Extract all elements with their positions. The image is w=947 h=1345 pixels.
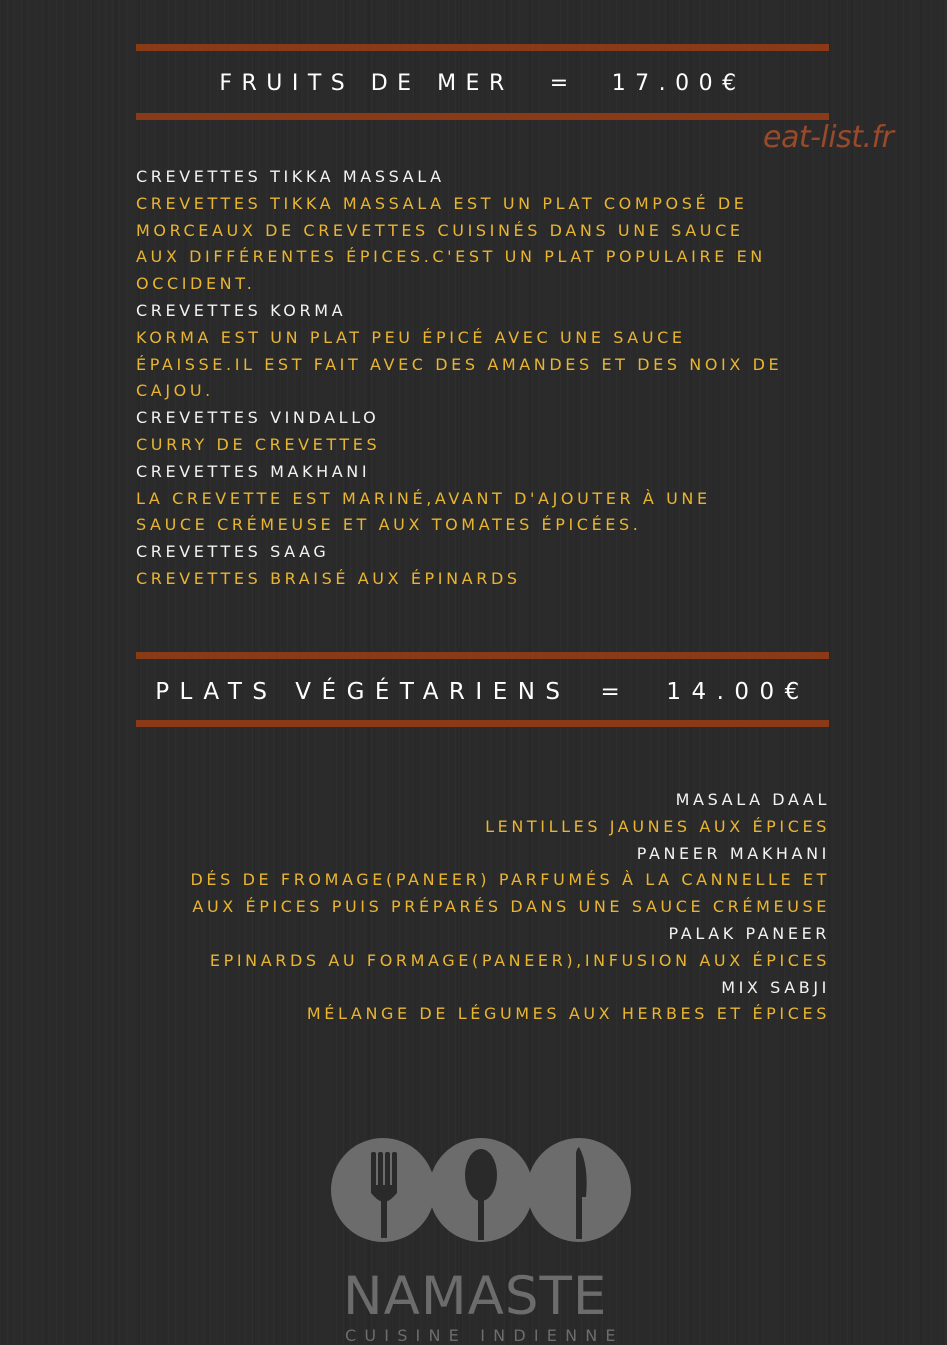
section-separator: = — [549, 70, 578, 96]
fork-icon — [331, 1138, 435, 1242]
menu-item-description: AUX ÉPICES PUIS PRÉPARÉS DANS UNE SAUCE CRÉMEUSE — [192, 897, 830, 917]
section-title: FRUITS DE MER — [219, 70, 514, 96]
section-rule-bottom — [136, 720, 829, 727]
menu-item-name: CREVETTES MAKHANI — [136, 461, 371, 481]
menu-item-name: PALAK PANEER — [668, 923, 830, 943]
menu-item-name: CREVETTES KORMA — [136, 300, 347, 320]
menu-list-fruits-de-mer — [136, 164, 836, 593]
menu-item-description: CREVETTES BRAISÉ AUX ÉPINARDS — [136, 568, 521, 588]
menu-item-description: OCCIDENT. — [136, 274, 256, 294]
brand-name: NAMASTE — [343, 1266, 608, 1327]
section-rule-bottom — [136, 113, 829, 120]
restaurant-logo — [330, 1135, 632, 1245]
menu-item-name: MIX SABJI — [721, 977, 830, 997]
menu-item-description: LA CREVETTE EST MARINÉ,AVANT D'AJOUTER À UNE — [136, 488, 711, 508]
section-price: 14.00€ — [666, 679, 810, 705]
section-rule-top — [136, 44, 829, 51]
menu-list-plats-vegetariens — [110, 787, 830, 1028]
section-rule-top — [136, 652, 829, 659]
menu-item-description: EPINARDS AU FORMAGE(PANEER),INFUSION AUX ÉPICES — [209, 950, 830, 970]
section-separator: = — [600, 679, 631, 705]
section-header-plats-vegetariens — [136, 667, 829, 717]
menu-item-description: MORCEAUX DE CREVETTES CUISINÉS DANS UNE SAUCE — [136, 220, 744, 240]
knife-icon — [527, 1138, 631, 1242]
watermark: eat-list.fr — [763, 120, 894, 155]
section-header-fruits-de-mer — [136, 58, 829, 108]
menu-item-description: CREVETTES TIKKA MASSALA EST UN PLAT COMPOSÉ DE — [136, 193, 748, 213]
menu-item-name: CREVETTES SAAG — [136, 542, 330, 562]
spoon-icon — [429, 1138, 533, 1242]
menu-item-name: CREVETTES TIKKA MASSALA — [136, 167, 445, 186]
menu-item-description: CURRY DE CREVETTES — [136, 434, 381, 454]
menu-item-description: ÉPAISSE.IL EST FAIT AVEC DES AMANDES ET DES NOIX DE — [136, 354, 783, 374]
menu-item-description: KORMA EST UN PLAT PEU ÉPICÉ AVEC UNE SAUCE — [136, 327, 686, 347]
menu-item-description: DÉS DE FROMAGE(PANEER) PARFUMÉS À LA CANNELLE ET — [190, 870, 830, 890]
section-title: PLATS VÉGÉTARIENS — [155, 679, 571, 705]
menu-item-description: AUX DIFFÉRENTES ÉPICES.C'EST UN PLAT POPULAIRE EN — [136, 247, 766, 267]
menu-item-description: MÉLANGE DE LÉGUMES AUX HERBES ET ÉPICES — [306, 1004, 830, 1024]
menu-item-name: MASALA DAAL — [675, 790, 830, 809]
brand-tagline: CUISINE INDIENNE — [345, 1326, 624, 1345]
menu-item-description: CAJOU. — [136, 381, 214, 401]
section-price: 17.00€ — [611, 70, 746, 96]
menu-item-description: LENTILLES JAUNES AUX ÉPICES — [485, 816, 830, 836]
menu-item-name: PANEER MAKHANI — [636, 843, 830, 863]
menu-item-description: SAUCE CRÉMEUSE ET AUX TOMATES ÉPICÉES. — [136, 515, 642, 535]
menu-item-name: CREVETTES VINDALLO — [136, 408, 380, 428]
